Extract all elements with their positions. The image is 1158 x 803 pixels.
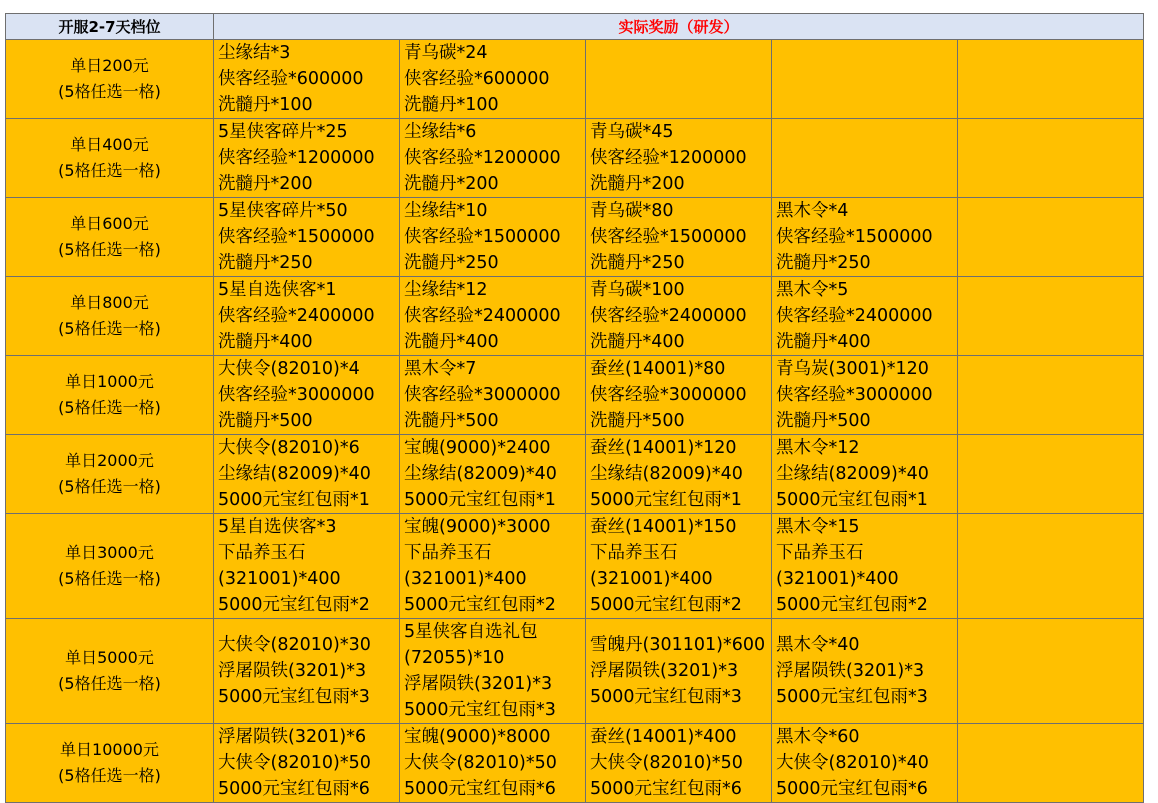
reward-line: 5000元宝红包雨*2 — [776, 595, 928, 615]
reward-line: 浮屠陨铁(3201)*3 — [590, 661, 739, 681]
reward-line: (321001)*400 — [590, 569, 713, 589]
reward-cell[interactable] — [214, 724, 400, 803]
reward-line: 尘缘结*6 — [404, 122, 477, 142]
tier-label: 单日800元 — [70, 293, 149, 312]
reward-line: 侠客经验*2400000 — [404, 306, 561, 326]
reward-line: 黑木令*40 — [776, 635, 860, 655]
reward-line: 雪魄丹(301101)*600 — [590, 635, 766, 655]
reward-line: 青乌碳*80 — [590, 201, 674, 221]
reward-line: 5000元宝红包雨*6 — [590, 779, 742, 799]
reward-cell[interactable] — [772, 619, 958, 724]
reward-line: 青乌炭(3001)*120 — [776, 359, 929, 379]
reward-line: 5星侠客自选礼包 — [404, 622, 538, 642]
reward-cell[interactable] — [586, 619, 772, 724]
reward-line: 洗髓丹*250 — [776, 253, 871, 273]
reward-line — [776, 619, 957, 632]
reward-line: 洗髓丹*200 — [590, 174, 685, 194]
reward-line: 侠客经验*1500000 — [218, 227, 375, 247]
tier-note: (5格任选一格) — [58, 674, 161, 693]
reward-line: 青乌碳*100 — [590, 280, 685, 300]
reward-cell[interactable] — [586, 514, 772, 619]
reward-cell[interactable] — [958, 198, 1144, 277]
reward-cell[interactable] — [958, 356, 1144, 435]
tier-note: (5格任选一格) — [58, 477, 161, 496]
reward-line: 大侠令(82010)*50 — [218, 753, 371, 773]
reward-cell[interactable] — [958, 40, 1144, 119]
reward-line: 宝魄(9000)*2400 — [404, 438, 551, 458]
reward-line: 侠客经验*2400000 — [590, 306, 747, 326]
reward-line: 下品养玉石 — [590, 543, 678, 563]
reward-line: 5000元宝红包雨*1 — [776, 490, 928, 510]
tier-cell[interactable] — [6, 277, 214, 356]
reward-cell[interactable] — [214, 619, 400, 724]
reward-line: 5000元宝红包雨*6 — [776, 779, 928, 799]
tier-note: (5格任选一格) — [58, 82, 161, 101]
reward-cell[interactable] — [400, 40, 586, 119]
reward-cell[interactable] — [772, 514, 958, 619]
reward-line: (72055)*10 — [404, 648, 505, 668]
reward-cell[interactable] — [772, 724, 958, 803]
table-row — [6, 277, 1144, 356]
reward-line: (321001)*400 — [218, 569, 341, 589]
reward-line: 5000元宝红包雨*2 — [590, 595, 742, 615]
tier-label: 单日10000元 — [60, 740, 159, 759]
reward-cell[interactable] — [214, 356, 400, 435]
reward-line: 青乌碳*45 — [590, 122, 674, 142]
tier-cell[interactable] — [6, 356, 214, 435]
table-row — [6, 724, 1144, 803]
table-row — [6, 356, 1144, 435]
reward-line: 侠客经验*600000 — [218, 69, 364, 89]
reward-line: 尘缘结(82009)*40 — [590, 464, 743, 484]
reward-line: 5000元宝红包雨*6 — [218, 779, 370, 799]
reward-line: 蚕丝(14001)*400 — [590, 727, 737, 747]
reward-line: 洗髓丹*500 — [404, 411, 499, 431]
reward-line: 黑木令*5 — [776, 280, 849, 300]
reward-line: 侠客经验*600000 — [404, 69, 550, 89]
reward-cell[interactable] — [400, 619, 586, 724]
reward-line: 5000元宝红包雨*1 — [218, 490, 370, 510]
tier-label: 单日600元 — [70, 214, 149, 233]
reward-line: 洗髓丹*100 — [404, 95, 499, 115]
reward-line: 洗髓丹*400 — [776, 332, 871, 352]
tier-note: (5格任选一格) — [58, 766, 161, 785]
reward-line: 5000元宝红包雨*3 — [404, 700, 556, 720]
reward-line: 浮屠陨铁(3201)*3 — [776, 661, 925, 681]
reward-line: 宝魄(9000)*3000 — [404, 517, 551, 537]
reward-line: 尘缘结(82009)*40 — [218, 464, 371, 484]
reward-line: 5000元宝红包雨*1 — [590, 490, 742, 510]
tier-cell[interactable] — [6, 724, 214, 803]
table-row — [6, 435, 1144, 514]
header-row — [6, 14, 1144, 40]
table-row — [6, 40, 1144, 119]
reward-line: 5000元宝红包雨*2 — [218, 595, 370, 615]
table-row — [6, 198, 1144, 277]
reward-line: 尘缘结(82009)*40 — [404, 464, 557, 484]
tier-label: 单日400元 — [70, 135, 149, 154]
reward-line: 下品养玉石 — [776, 543, 864, 563]
reward-line: 5000元宝红包雨*6 — [404, 779, 556, 799]
reward-line: 侠客经验*1500000 — [404, 227, 561, 247]
reward-line: 洗髓丹*500 — [218, 411, 313, 431]
reward-cell[interactable] — [400, 198, 586, 277]
reward-cell[interactable] — [586, 277, 772, 356]
reward-line: 5000元宝红包雨*3 — [590, 687, 742, 707]
reward-line: 蚕丝(14001)*80 — [590, 359, 726, 379]
reward-line: 大侠令(82010)*50 — [404, 753, 557, 773]
reward-cell[interactable] — [586, 40, 772, 119]
reward-cell[interactable] — [586, 435, 772, 514]
reward-line: 侠客经验*1500000 — [590, 227, 747, 247]
reward-line: 黑木令*4 — [776, 201, 849, 221]
reward-cell[interactable] — [772, 277, 958, 356]
reward-line: 5000元宝红包雨*3 — [776, 687, 928, 707]
table-row — [6, 619, 1144, 724]
tier-note: (5格任选一格) — [58, 240, 161, 259]
reward-line: 洗髓丹*250 — [404, 253, 499, 273]
reward-cell[interactable] — [772, 40, 958, 119]
reward-line: 5星自选侠客*1 — [218, 280, 337, 300]
reward-line: 下品养玉石 — [218, 543, 306, 563]
reward-line: 5000元宝红包雨*3 — [218, 687, 370, 707]
reward-line: 蚕丝(14001)*150 — [590, 517, 737, 537]
tier-label: 单日2000元 — [65, 451, 154, 470]
reward-line: 5星侠客碎片*25 — [218, 122, 348, 142]
reward-cell[interactable] — [214, 198, 400, 277]
tier-note: (5格任选一格) — [58, 161, 161, 180]
reward-cell[interactable] — [958, 277, 1144, 356]
reward-line — [218, 619, 399, 632]
reward-line: 侠客经验*3000000 — [218, 385, 375, 405]
reward-cell[interactable] — [400, 356, 586, 435]
reward-line: 侠客经验*3000000 — [404, 385, 561, 405]
table-row — [6, 119, 1144, 198]
reward-line — [590, 619, 771, 632]
reward-cell[interactable] — [958, 119, 1144, 198]
reward-line: 下品养玉石 — [404, 543, 492, 563]
reward-line: 侠客经验*1200000 — [404, 148, 561, 168]
reward-cell[interactable] — [586, 119, 772, 198]
reward-line: 大侠令(82010)*6 — [218, 438, 360, 458]
reward-cell[interactable] — [586, 356, 772, 435]
reward-line: 侠客经验*1200000 — [218, 148, 375, 168]
reward-cell[interactable] — [214, 435, 400, 514]
reward-line: 洗髓丹*200 — [404, 174, 499, 194]
reward-line: 大侠令(82010)*50 — [590, 753, 743, 773]
reward-cell[interactable] — [400, 435, 586, 514]
reward-line: 黑木令*60 — [776, 727, 860, 747]
reward-line: 5星侠客碎片*50 — [218, 201, 348, 221]
reward-line: 尘缘结*3 — [218, 43, 291, 63]
reward-header-cell[interactable]: 实际奖励（研发） — [214, 14, 1144, 40]
reward-line: 洗髓丹*200 — [218, 174, 313, 194]
reward-cell[interactable] — [214, 119, 400, 198]
reward-cell[interactable] — [400, 724, 586, 803]
tier-note: (5格任选一格) — [58, 319, 161, 338]
reward-line: (321001)*400 — [776, 569, 899, 589]
tier-note: (5格任选一格) — [58, 398, 161, 417]
reward-line: 大侠令(82010)*40 — [776, 753, 929, 773]
reward-cell[interactable] — [958, 619, 1144, 724]
reward-line: 侠客经验*2400000 — [218, 306, 375, 326]
reward-line: 浮屠陨铁(3201)*3 — [218, 661, 367, 681]
reward-line: 侠客经验*3000000 — [776, 385, 933, 405]
reward-line: 黑木令*7 — [404, 359, 477, 379]
tier-label: 单日5000元 — [65, 648, 154, 667]
tier-cell[interactable] — [6, 619, 214, 724]
reward-line: 尘缘结*12 — [404, 280, 488, 300]
reward-cell[interactable] — [772, 119, 958, 198]
reward-cell[interactable] — [400, 119, 586, 198]
reward-line: 青乌碳*24 — [404, 43, 488, 63]
reward-cell[interactable] — [586, 724, 772, 803]
reward-cell[interactable] — [772, 356, 958, 435]
reward-line: (321001)*400 — [404, 569, 527, 589]
reward-cell[interactable] — [214, 277, 400, 356]
tier-cell[interactable] — [6, 198, 214, 277]
reward-cell[interactable] — [214, 514, 400, 619]
reward-cell[interactable] — [958, 514, 1144, 619]
reward-line: 洗髓丹*500 — [776, 411, 871, 431]
reward-line: 侠客经验*2400000 — [776, 306, 933, 326]
reward-cell[interactable] — [772, 435, 958, 514]
reward-line: 尘缘结(82009)*40 — [776, 464, 929, 484]
reward-line: 大侠令(82010)*30 — [218, 635, 371, 655]
reward-line: 蚕丝(14001)*120 — [590, 438, 737, 458]
reward-line: 洗髓丹*250 — [590, 253, 685, 273]
tier-label: 单日3000元 — [65, 543, 154, 562]
tier-cell[interactable] — [6, 514, 214, 619]
reward-line: 侠客经验*1500000 — [776, 227, 933, 247]
reward-cell[interactable] — [586, 198, 772, 277]
tier-cell[interactable] — [6, 40, 214, 119]
reward-line: 洗髓丹*100 — [218, 95, 313, 115]
tier-note: (5格任选一格) — [58, 569, 161, 588]
table-row — [6, 514, 1144, 619]
reward-line: 洗髓丹*400 — [404, 332, 499, 352]
reward-line: 洗髓丹*250 — [218, 253, 313, 273]
tier-cell[interactable] — [6, 435, 214, 514]
tier-cell[interactable] — [6, 119, 214, 198]
reward-line: 洗髓丹*400 — [218, 332, 313, 352]
reward-cell[interactable] — [772, 198, 958, 277]
reward-line: 宝魄(9000)*8000 — [404, 727, 551, 747]
tier-label: 单日200元 — [70, 56, 149, 75]
reward-cell[interactable] — [400, 277, 586, 356]
reward-cell[interactable] — [400, 514, 586, 619]
reward-cell[interactable] — [958, 435, 1144, 514]
reward-line: 黑木令*15 — [776, 517, 860, 537]
reward-line: 洗髓丹*400 — [590, 332, 685, 352]
reward-line: 5000元宝红包雨*2 — [404, 595, 556, 615]
reward-table — [5, 13, 1144, 803]
reward-line: 大侠令(82010)*4 — [218, 359, 360, 379]
reward-line: 5星自选侠客*3 — [218, 517, 337, 537]
reward-line: 5000元宝红包雨*1 — [404, 490, 556, 510]
tier-label: 单日1000元 — [65, 372, 154, 391]
reward-cell[interactable] — [958, 724, 1144, 803]
tier-header-cell[interactable]: 开服2-7天档位 — [6, 14, 214, 40]
reward-line: 洗髓丹*500 — [590, 411, 685, 431]
reward-line: 浮屠陨铁(3201)*3 — [404, 674, 553, 694]
reward-line: 尘缘结*10 — [404, 201, 488, 221]
reward-line: 浮屠陨铁(3201)*6 — [218, 727, 367, 747]
reward-line: 侠客经验*3000000 — [590, 385, 747, 405]
reward-line: 侠客经验*1200000 — [590, 148, 747, 168]
reward-line: 黑木令*12 — [776, 438, 860, 458]
reward-cell[interactable] — [214, 40, 400, 119]
